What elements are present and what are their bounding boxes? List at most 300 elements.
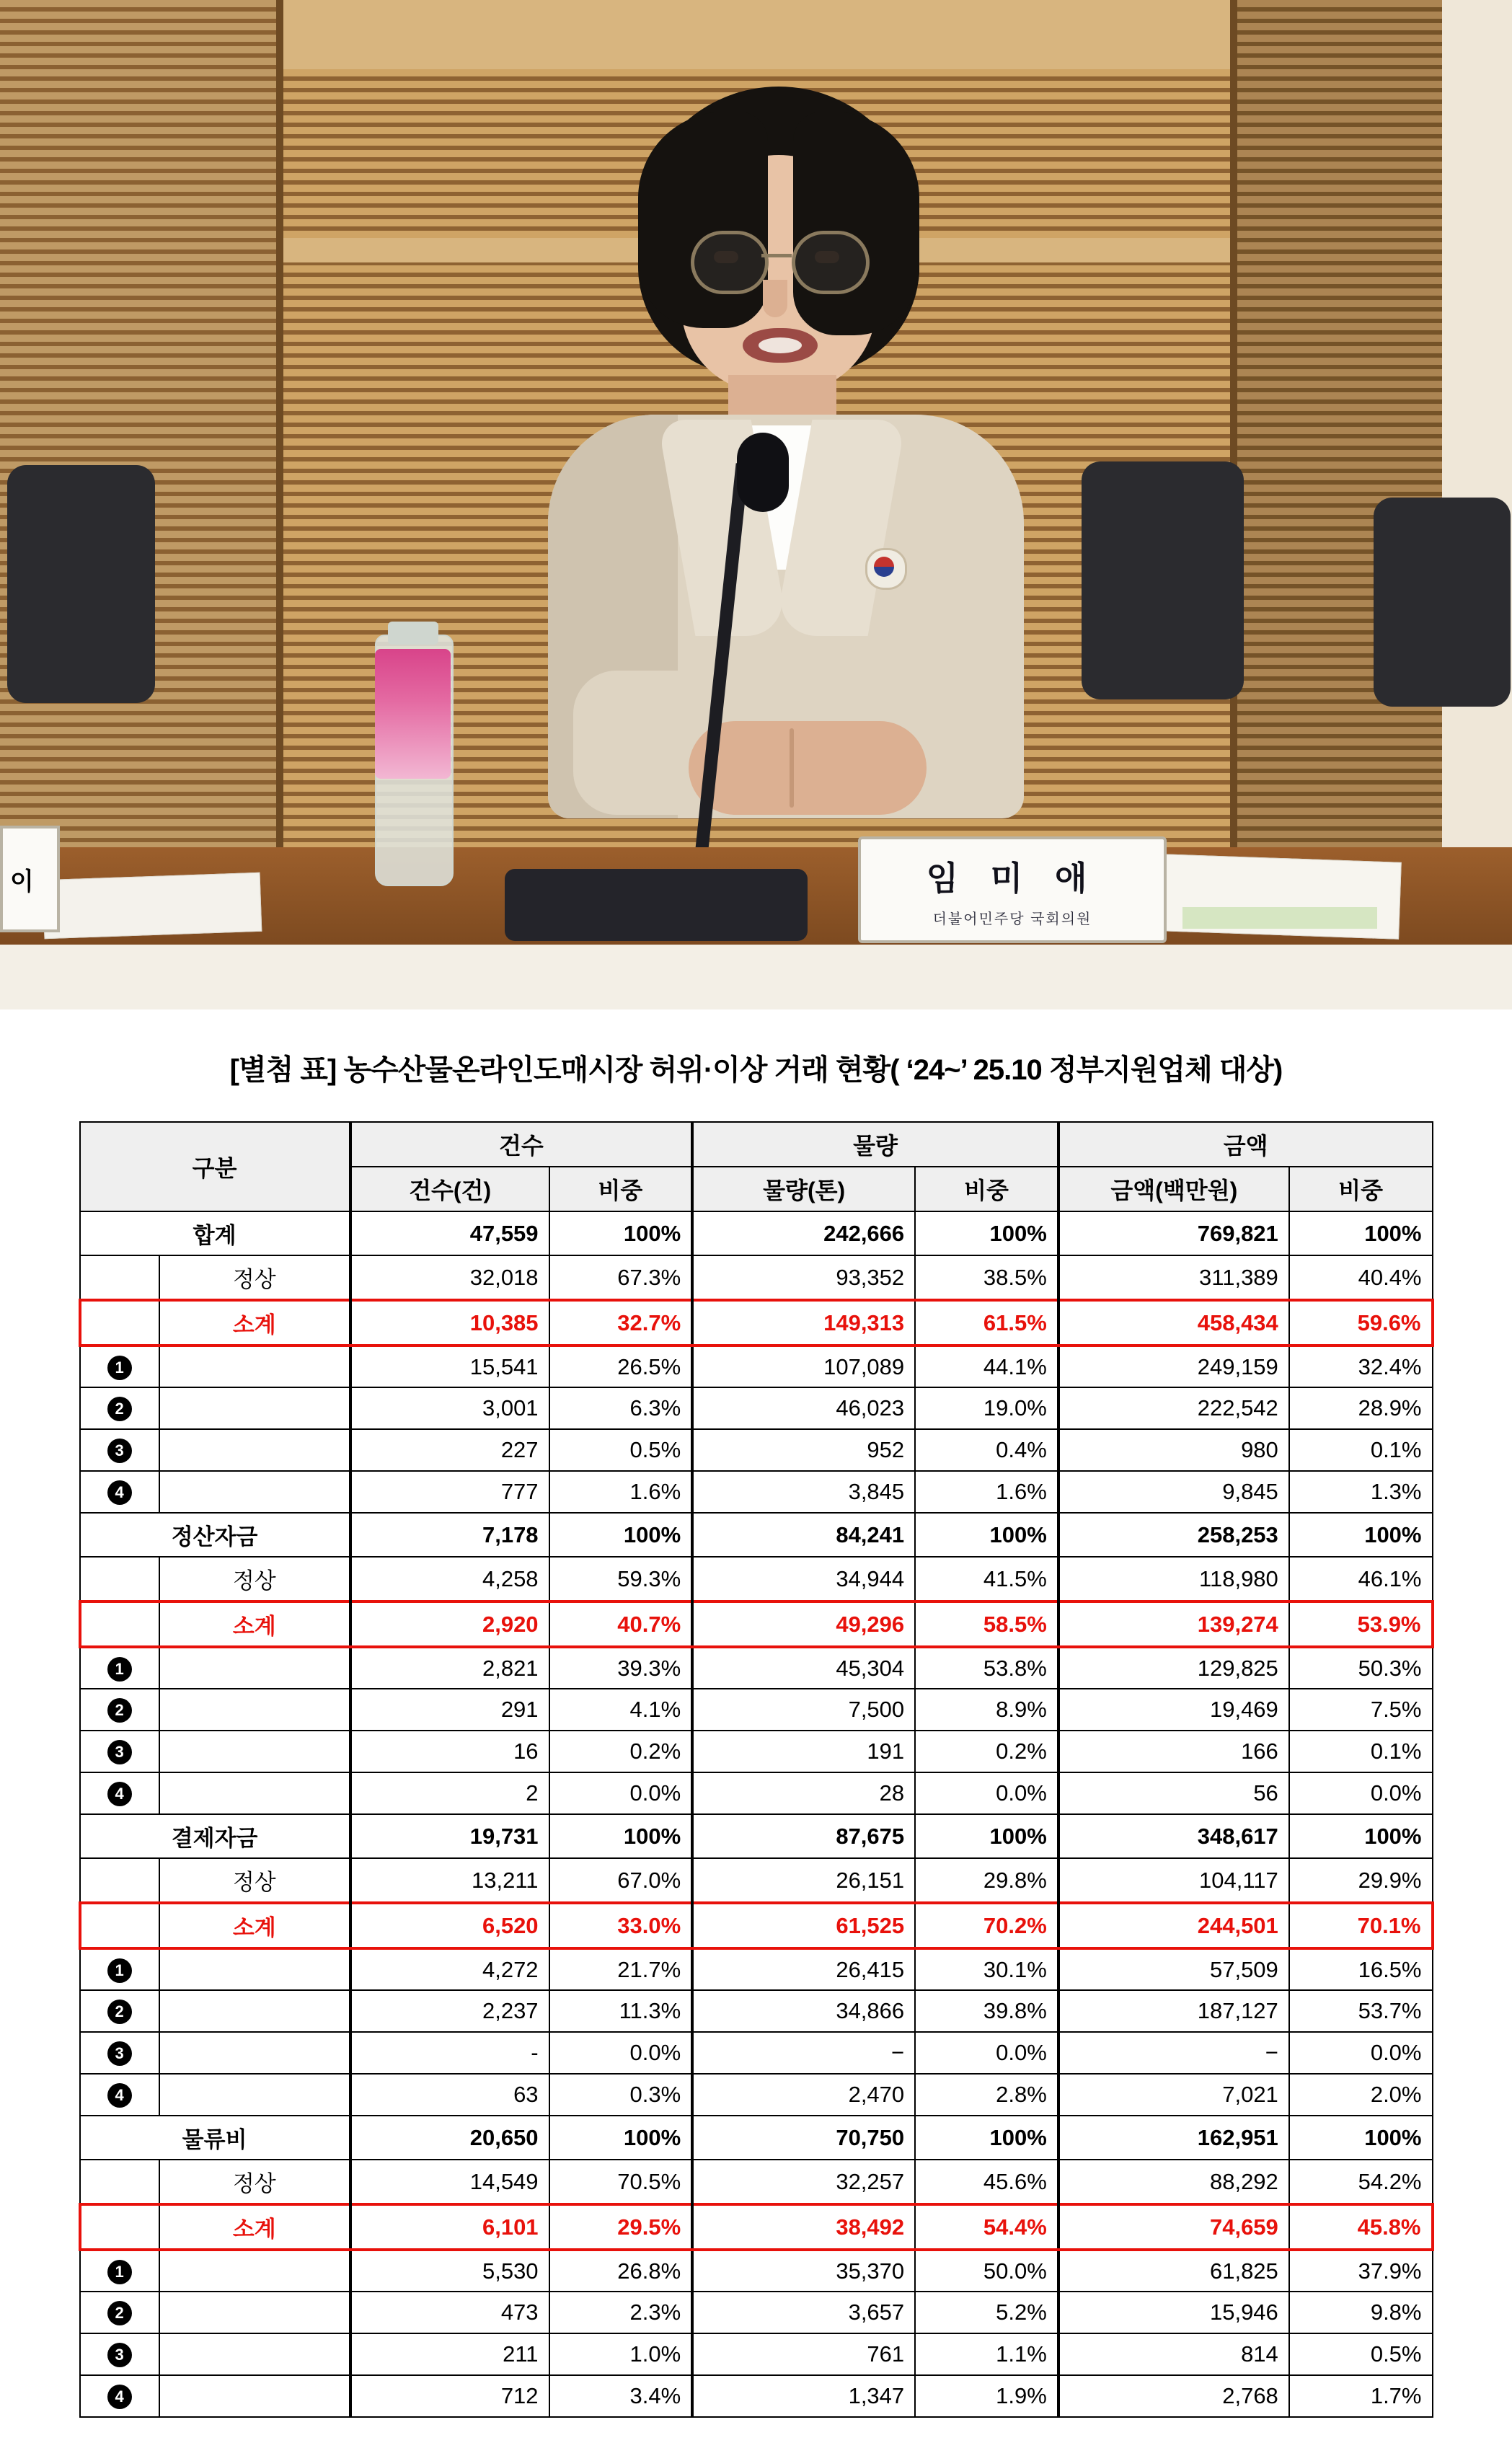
- glasses-bridge: [761, 254, 792, 257]
- clasped-hands: [689, 721, 927, 815]
- cell-amount-share: 100%: [1289, 1211, 1433, 1255]
- cell-volume-share: 100%: [915, 2116, 1058, 2160]
- bullet-number-icon: 2: [107, 2000, 132, 2024]
- cell-amount-value: 19,469: [1058, 1689, 1289, 1731]
- water-bottle-cap: [388, 622, 438, 645]
- header-volume-group: 물량: [692, 1122, 1058, 1167]
- microphone-head: [737, 433, 789, 512]
- cell-count-share: 100%: [549, 1211, 693, 1255]
- row-indent-cell: [80, 2160, 159, 2204]
- row-indent-cell: [80, 1858, 159, 1903]
- table-row: [80, 1211, 1433, 1255]
- bullet-number-icon: 1: [107, 1356, 132, 1380]
- cell-count-value: 5,530: [350, 2250, 549, 2292]
- header-amount-group: 금액: [1058, 1122, 1433, 1167]
- cell-volume-value: 26,415: [692, 1948, 915, 1990]
- cell-count-share: 21.7%: [549, 1948, 693, 1990]
- cell-volume-share: 5.2%: [915, 2292, 1058, 2333]
- row-indent-cell: [80, 1689, 159, 1731]
- cell-count-share: 1.0%: [549, 2333, 693, 2375]
- cell-volume-value: 34,944: [692, 1557, 915, 1601]
- cell-volume-value: 149,313: [692, 1300, 915, 1346]
- header-count-value: 건수(건): [350, 1167, 549, 1211]
- wall-side-column: [1442, 0, 1512, 847]
- row-label: 정상: [159, 1557, 350, 1601]
- cell-count-value: 211: [350, 2333, 549, 2375]
- bullet-number-icon: 4: [107, 1480, 132, 1505]
- row-indent-cell: [80, 1255, 159, 1300]
- cell-count-value: 7,178: [350, 1513, 549, 1557]
- row-indent-cell: [80, 1557, 159, 1601]
- name-placard-affiliation: 더불어민주당 국회의원: [932, 911, 1092, 927]
- row-label: [159, 1731, 350, 1772]
- row-label: [159, 2250, 350, 2292]
- table-header-row-top: [80, 1122, 1433, 1167]
- row-label: [159, 2292, 350, 2333]
- cell-amount-share: 54.2%: [1289, 2160, 1433, 2204]
- cell-amount-value: 2,768: [1058, 2375, 1289, 2417]
- chair-far-right: [1374, 498, 1511, 707]
- cell-count-share: 67.0%: [549, 1858, 693, 1903]
- row-label: 정상: [159, 1858, 350, 1903]
- row-label: 소계: [159, 1300, 350, 1346]
- row-label: [159, 1990, 350, 2032]
- cell-count-share: 3.4%: [549, 2375, 693, 2417]
- cell-volume-value: 761: [692, 2333, 915, 2375]
- table-row: [80, 1772, 1433, 1814]
- nose: [763, 280, 787, 317]
- row-indent-cell: [80, 2250, 159, 2292]
- cell-volume-value: 952: [692, 1429, 915, 1471]
- row-label: [159, 2333, 350, 2375]
- cell-count-value: 777: [350, 1471, 549, 1513]
- cell-amount-value: 88,292: [1058, 2160, 1289, 2204]
- table-row: [80, 1513, 1433, 1557]
- press-conference-photo: [0, 0, 1512, 1009]
- name-placard: [858, 836, 1167, 943]
- row-label: [159, 1689, 350, 1731]
- cell-amount-value: 74,659: [1058, 2204, 1289, 2250]
- bullet-number-icon: 1: [107, 1958, 132, 1983]
- cell-volume-share: 30.1%: [915, 1948, 1058, 1990]
- cell-amount-share: 100%: [1289, 2116, 1433, 2160]
- cell-amount-share: 0.1%: [1289, 1731, 1433, 1772]
- glasses-lens-left: [691, 231, 769, 294]
- cell-count-value: 2,821: [350, 1647, 549, 1689]
- row-indent-cell: [80, 1990, 159, 2032]
- row-indent-cell: [80, 1903, 159, 1948]
- cell-count-share: 32.7%: [549, 1300, 693, 1346]
- cell-volume-share: 2.8%: [915, 2074, 1058, 2116]
- cell-count-share: 2.3%: [549, 2292, 693, 2333]
- cell-amount-share: 100%: [1289, 1814, 1433, 1858]
- cell-volume-value: 45,304: [692, 1647, 915, 1689]
- cell-volume-share: 70.2%: [915, 1903, 1058, 1948]
- row-label: [159, 1948, 350, 1990]
- cell-amount-share: 0.0%: [1289, 2032, 1433, 2074]
- cell-count-share: 100%: [549, 1814, 693, 1858]
- teeth: [759, 337, 802, 353]
- chair-right: [1082, 461, 1244, 699]
- cell-volume-share: 50.0%: [915, 2250, 1058, 2292]
- table-row: [80, 1814, 1433, 1858]
- bullet-number-icon: 2: [107, 1698, 132, 1723]
- table-row: [80, 2074, 1433, 2116]
- cell-volume-value: 34,866: [692, 1990, 915, 2032]
- table-row: [80, 1429, 1433, 1471]
- cell-count-share: 39.3%: [549, 1647, 693, 1689]
- cell-count-value: 473: [350, 2292, 549, 2333]
- cell-amount-share: 53.7%: [1289, 1990, 1433, 2032]
- bullet-number-icon: 2: [107, 2301, 132, 2325]
- row-indent-cell: [80, 2292, 159, 2333]
- cell-count-share: 26.5%: [549, 1346, 693, 1387]
- cell-amount-value: 56: [1058, 1772, 1289, 1814]
- table-row: [80, 1300, 1433, 1346]
- cell-count-share: 0.2%: [549, 1731, 693, 1772]
- cell-amount-value: 61,825: [1058, 2250, 1289, 2292]
- water-bottle-label: [375, 649, 451, 779]
- cell-count-value: 10,385: [350, 1300, 549, 1346]
- cell-amount-share: 53.9%: [1289, 1601, 1433, 1647]
- row-label: [159, 1387, 350, 1429]
- cell-amount-share: 0.5%: [1289, 2333, 1433, 2375]
- row-indent-cell: [80, 2375, 159, 2417]
- table-row: [80, 1647, 1433, 1689]
- cell-amount-value: 814: [1058, 2333, 1289, 2375]
- cell-count-value: 19,731: [350, 1814, 549, 1858]
- table-row: [80, 1255, 1433, 1300]
- cell-amount-share: 1.7%: [1289, 2375, 1433, 2417]
- row-indent-cell: [80, 1601, 159, 1647]
- table-row: [80, 1387, 1433, 1429]
- cell-amount-value: 244,501: [1058, 1903, 1289, 1948]
- bullet-number-icon: 4: [107, 2385, 132, 2409]
- cell-volume-share: 44.1%: [915, 1346, 1058, 1387]
- header-count-group: 건수: [350, 1122, 693, 1167]
- bullet-number-icon: 2: [107, 1397, 132, 1421]
- cell-count-value: 63: [350, 2074, 549, 2116]
- cell-amount-value: 258,253: [1058, 1513, 1289, 1557]
- header-volume-share: 비중: [915, 1167, 1058, 1211]
- cell-volume-value: 3,845: [692, 1471, 915, 1513]
- cell-amount-share: 50.3%: [1289, 1647, 1433, 1689]
- cell-count-share: 1.6%: [549, 1471, 693, 1513]
- row-indent-cell: [80, 2074, 159, 2116]
- cell-volume-share: 0.0%: [915, 2032, 1058, 2074]
- cell-amount-value: 118,980: [1058, 1557, 1289, 1601]
- cell-amount-share: 2.0%: [1289, 2074, 1433, 2116]
- header-amount-share: 비중: [1289, 1167, 1433, 1211]
- cell-count-share: 0.3%: [549, 2074, 693, 2116]
- row-label: [159, 1429, 350, 1471]
- cell-amount-value: 222,542: [1058, 1387, 1289, 1429]
- row-indent-cell: [80, 2204, 159, 2250]
- cell-volume-value: 2,470: [692, 2074, 915, 2116]
- cell-count-share: 100%: [549, 1513, 693, 1557]
- cell-amount-share: 70.1%: [1289, 1903, 1433, 1948]
- row-indent-cell: [80, 1772, 159, 1814]
- cell-volume-share: 39.8%: [915, 1990, 1058, 2032]
- row-indent-cell: [80, 1387, 159, 1429]
- bullet-number-icon: 3: [107, 1740, 132, 1764]
- cell-volume-share: 0.4%: [915, 1429, 1058, 1471]
- bullet-number-icon: 4: [107, 2083, 132, 2108]
- cell-count-value: 32,018: [350, 1255, 549, 1300]
- wall-seam-right: [1230, 0, 1237, 847]
- cell-amount-share: 37.9%: [1289, 2250, 1433, 2292]
- table-row: [80, 2375, 1433, 2417]
- cell-amount-value: 348,617: [1058, 1814, 1289, 1858]
- row-label: 소계: [159, 1903, 350, 1948]
- table-row: [80, 2116, 1433, 2160]
- row-label: 정상: [159, 1255, 350, 1300]
- glasses-lens-right: [792, 231, 870, 294]
- table-row: [80, 2250, 1433, 2292]
- microphone-base: [505, 869, 808, 941]
- cell-amount-value: 57,509: [1058, 1948, 1289, 1990]
- cell-count-share: 6.3%: [549, 1387, 693, 1429]
- cell-volume-share: 45.6%: [915, 2160, 1058, 2204]
- cell-amount-value: 311,389: [1058, 1255, 1289, 1300]
- row-indent-cell: [80, 1471, 159, 1513]
- cell-count-value: 227: [350, 1429, 549, 1471]
- cell-amount-value: −: [1058, 2032, 1289, 2074]
- cell-volume-value: 107,089: [692, 1346, 915, 1387]
- cell-count-value: 712: [350, 2375, 549, 2417]
- cell-count-value: 20,650: [350, 2116, 549, 2160]
- cell-volume-share: 38.5%: [915, 1255, 1058, 1300]
- header-amount-value: 금액(백만원): [1058, 1167, 1289, 1211]
- row-label: 정상: [159, 2160, 350, 2204]
- cell-volume-share: 1.6%: [915, 1471, 1058, 1513]
- cell-volume-share: 29.8%: [915, 1858, 1058, 1903]
- cell-count-value: 14,549: [350, 2160, 549, 2204]
- cell-count-share: 0.5%: [549, 1429, 693, 1471]
- table-row: [80, 2160, 1433, 2204]
- cell-amount-share: 1.3%: [1289, 1471, 1433, 1513]
- cell-count-value: 4,272: [350, 1948, 549, 1990]
- cell-count-share: 59.3%: [549, 1557, 693, 1601]
- row-indent-cell: [80, 1429, 159, 1471]
- cell-count-share: 40.7%: [549, 1601, 693, 1647]
- bullet-number-icon: 1: [107, 1657, 132, 1682]
- cell-amount-value: 15,946: [1058, 2292, 1289, 2333]
- cell-amount-share: 28.9%: [1289, 1387, 1433, 1429]
- cell-volume-value: 70,750: [692, 2116, 915, 2160]
- hair-left: [638, 112, 768, 328]
- cell-amount-value: 458,434: [1058, 1300, 1289, 1346]
- cell-count-share: 11.3%: [549, 1990, 693, 2032]
- table-row: [80, 1948, 1433, 1990]
- cell-volume-value: 38,492: [692, 2204, 915, 2250]
- cell-volume-value: 61,525: [692, 1903, 915, 1948]
- table-row: [80, 1990, 1433, 2032]
- cell-amount-share: 45.8%: [1289, 2204, 1433, 2250]
- name-placard-name: 임 미 애: [926, 859, 1099, 897]
- table-row: [80, 2204, 1433, 2250]
- cell-volume-share: 61.5%: [915, 1300, 1058, 1346]
- row-label: 소계: [159, 1601, 350, 1647]
- cell-volume-share: 58.5%: [915, 1601, 1058, 1647]
- row-label: [159, 1772, 350, 1814]
- cell-count-share: 4.1%: [549, 1689, 693, 1731]
- cell-amount-value: 104,117: [1058, 1858, 1289, 1903]
- cell-count-share: 0.0%: [549, 1772, 693, 1814]
- cell-volume-share: 1.1%: [915, 2333, 1058, 2375]
- papers-right-green: [1182, 907, 1377, 929]
- table-header: [80, 1122, 1433, 1211]
- cell-volume-value: −: [692, 2032, 915, 2074]
- cell-volume-value: 26,151: [692, 1858, 915, 1903]
- cell-volume-value: 32,257: [692, 2160, 915, 2204]
- cell-amount-share: 46.1%: [1289, 1557, 1433, 1601]
- row-indent-cell: [80, 1647, 159, 1689]
- header-volume-value: 물량(톤): [692, 1167, 915, 1211]
- wall-header-trim: [278, 0, 1233, 69]
- table-row: [80, 1557, 1433, 1601]
- cell-volume-value: 191: [692, 1731, 915, 1772]
- name-placard-left-text: 이: [10, 868, 34, 896]
- cell-volume-value: 49,296: [692, 1601, 915, 1647]
- table-row: [80, 1689, 1433, 1731]
- cell-count-value: 4,258: [350, 1557, 549, 1601]
- bullet-number-icon: 3: [107, 2343, 132, 2367]
- cell-count-share: 33.0%: [549, 1903, 693, 1948]
- cell-amount-share: 16.5%: [1289, 1948, 1433, 1990]
- row-indent-cell: [80, 1948, 159, 1990]
- row-label: [159, 1471, 350, 1513]
- cell-count-value: 6,101: [350, 2204, 549, 2250]
- cell-amount-share: 0.1%: [1289, 1429, 1433, 1471]
- cell-count-share: 67.3%: [549, 1255, 693, 1300]
- document-body: [0, 1009, 1512, 2461]
- cell-volume-share: 0.2%: [915, 1731, 1058, 1772]
- row-indent-cell: [80, 1731, 159, 1772]
- cell-volume-share: 53.8%: [915, 1647, 1058, 1689]
- row-indent-cell: [80, 1346, 159, 1387]
- cell-count-value: 291: [350, 1689, 549, 1731]
- cell-volume-share: 0.0%: [915, 1772, 1058, 1814]
- cell-volume-share: 41.5%: [915, 1557, 1058, 1601]
- row-label-group: 물류비: [80, 2116, 350, 2160]
- row-label-group: 결제자금: [80, 1814, 350, 1858]
- wall-seam-left: [276, 0, 283, 847]
- hand-crease: [790, 728, 794, 808]
- cell-amount-value: 129,825: [1058, 1647, 1289, 1689]
- cell-count-value: 16: [350, 1731, 549, 1772]
- cell-volume-value: 3,657: [692, 2292, 915, 2333]
- page-title: [별첨 표] 농수산물온라인도매시장 허위·이상 거래 현황( ‘24~’ 25.10 정부지원업체 대상): [229, 1054, 1283, 1086]
- cell-volume-share: 19.0%: [915, 1387, 1058, 1429]
- cell-amount-value: 769,821: [1058, 1211, 1289, 1255]
- bullet-number-icon: 4: [107, 1782, 132, 1806]
- table-row: [80, 2032, 1433, 2074]
- cell-count-share: 100%: [549, 2116, 693, 2160]
- row-label: [159, 2074, 350, 2116]
- cell-volume-value: 93,352: [692, 1255, 915, 1300]
- cell-count-value: 13,211: [350, 1858, 549, 1903]
- cell-amount-share: 7.5%: [1289, 1689, 1433, 1731]
- row-label: [159, 2032, 350, 2074]
- bullet-number-icon: 1: [107, 2260, 132, 2284]
- row-label: 소계: [159, 2204, 350, 2250]
- table-row: [80, 1346, 1433, 1387]
- cell-volume-share: 100%: [915, 1513, 1058, 1557]
- table-row: [80, 1858, 1433, 1903]
- row-label-group: 합계: [80, 1211, 350, 1255]
- cell-volume-value: 1,347: [692, 2375, 915, 2417]
- cell-volume-share: 100%: [915, 1211, 1058, 1255]
- cell-amount-value: 249,159: [1058, 1346, 1289, 1387]
- cell-amount-value: 162,951: [1058, 2116, 1289, 2160]
- cell-count-value: 15,541: [350, 1346, 549, 1387]
- cell-amount-share: 40.4%: [1289, 1255, 1433, 1300]
- cell-amount-value: 9,845: [1058, 1471, 1289, 1513]
- cell-amount-value: 166: [1058, 1731, 1289, 1772]
- papers-left: [43, 872, 262, 939]
- cell-count-share: 26.8%: [549, 2250, 693, 2292]
- cell-volume-share: 8.9%: [915, 1689, 1058, 1731]
- cell-count-value: 3,001: [350, 1387, 549, 1429]
- cell-count-share: 70.5%: [549, 2160, 693, 2204]
- korean-flag-icon: [874, 557, 894, 577]
- cell-count-value: 2,237: [350, 1990, 549, 2032]
- table-front-panel: [0, 945, 1512, 1009]
- cell-count-value: -: [350, 2032, 549, 2074]
- cell-volume-value: 28: [692, 1772, 915, 1814]
- row-label: [159, 2375, 350, 2417]
- cell-volume-value: 46,023: [692, 1387, 915, 1429]
- cell-amount-value: 980: [1058, 1429, 1289, 1471]
- cell-amount-share: 59.6%: [1289, 1300, 1433, 1346]
- cell-volume-value: 7,500: [692, 1689, 915, 1731]
- transaction-summary-table: [79, 1121, 1434, 2418]
- cell-count-value: 2: [350, 1772, 549, 1814]
- cell-count-value: 2,920: [350, 1601, 549, 1647]
- cell-amount-value: 139,274: [1058, 1601, 1289, 1647]
- cell-amount-share: 100%: [1289, 1513, 1433, 1557]
- row-indent-cell: [80, 2333, 159, 2375]
- cell-amount-share: 32.4%: [1289, 1346, 1433, 1387]
- cell-volume-value: 35,370: [692, 2250, 915, 2292]
- hair-right: [793, 112, 919, 335]
- cell-volume-value: 242,666: [692, 1211, 915, 1255]
- header-count-share: 비중: [549, 1167, 693, 1211]
- row-label: [159, 1346, 350, 1387]
- table-row: [80, 1903, 1433, 1948]
- table-row: [80, 1601, 1433, 1647]
- cell-amount-value: 187,127: [1058, 1990, 1289, 2032]
- data-table-wrapper: [79, 1121, 1434, 2418]
- chair-left: [7, 465, 155, 703]
- cell-count-share: 0.0%: [549, 2032, 693, 2074]
- table-row: [80, 1731, 1433, 1772]
- table-row: [80, 2292, 1433, 2333]
- cell-volume-share: 100%: [915, 1814, 1058, 1858]
- cell-volume-share: 1.9%: [915, 2375, 1058, 2417]
- row-label: [159, 1647, 350, 1689]
- cell-count-value: 6,520: [350, 1903, 549, 1948]
- cell-amount-value: 7,021: [1058, 2074, 1289, 2116]
- bullet-number-icon: 3: [107, 1439, 132, 1463]
- cell-volume-value: 87,675: [692, 1814, 915, 1858]
- row-label-group: 정산자금: [80, 1513, 350, 1557]
- cell-count-value: 47,559: [350, 1211, 549, 1255]
- cell-amount-share: 9.8%: [1289, 2292, 1433, 2333]
- row-indent-cell: [80, 1300, 159, 1346]
- table-row: [80, 1471, 1433, 1513]
